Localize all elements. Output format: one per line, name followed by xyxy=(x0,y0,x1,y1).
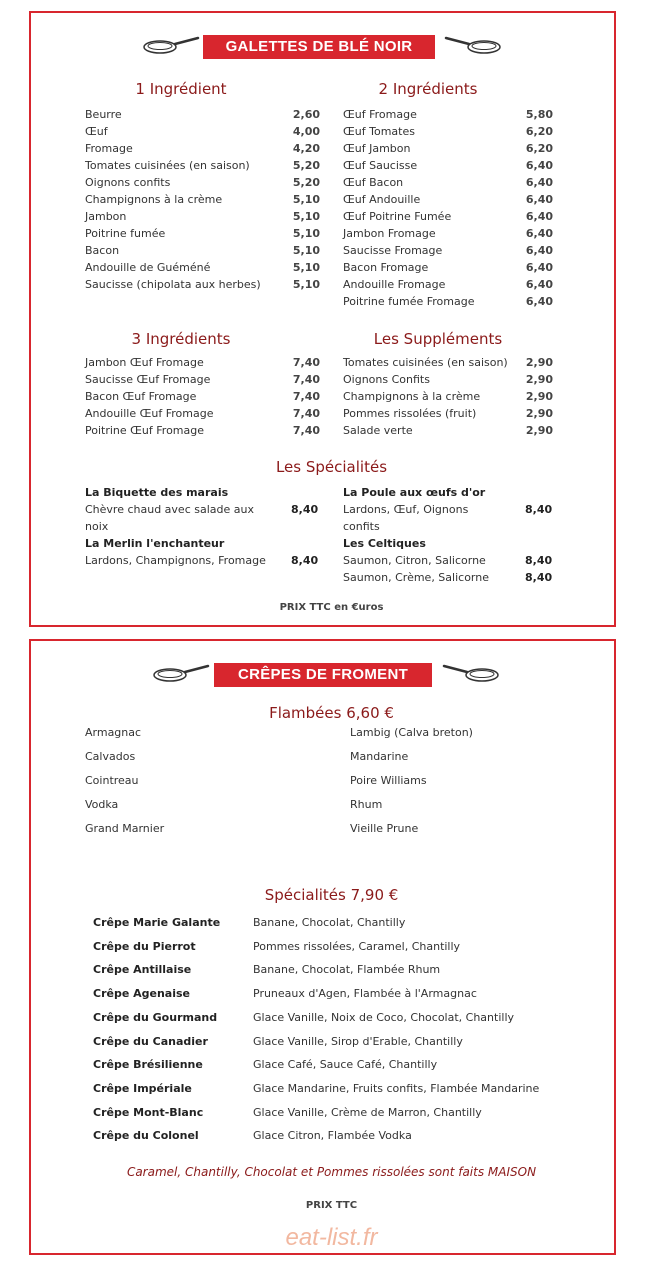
item-name: Bacon Œuf Fromage xyxy=(85,390,197,403)
flambee-item: Grand Marnier xyxy=(85,822,165,835)
item-name: Œuf Poitrine Fumée xyxy=(343,210,452,223)
flambee-item: Rhum xyxy=(350,798,383,811)
item-name: Jambon Fromage xyxy=(343,227,436,240)
merlin-desc: Lardons, Champignons, Fromage xyxy=(85,554,266,567)
item-name: Pommes rissolées (fruit) xyxy=(343,407,477,420)
poule-desc-2: confits xyxy=(343,520,380,533)
item-price: 6,40 xyxy=(525,227,553,240)
item-price: 7,40 xyxy=(292,373,320,386)
item-price: 2,90 xyxy=(525,407,553,420)
item-name: Saucisse Fromage xyxy=(343,244,443,257)
item-name: Salade verte xyxy=(343,424,413,437)
item-name: Œuf Tomates xyxy=(343,125,415,138)
heading-supplements: Les Suppléments xyxy=(373,330,503,348)
item-price: 5,10 xyxy=(292,261,320,274)
frying-pan-icon xyxy=(152,663,212,685)
flambee-item: Calvados xyxy=(85,750,136,763)
flambee-item: Armagnac xyxy=(85,726,142,739)
crepe-name: Crêpe Antillaise xyxy=(93,963,192,977)
crepes-banner: CRÊPES DE FROMENT xyxy=(214,663,432,687)
galettes-footer: PRIX TTC en €uros xyxy=(279,602,384,613)
heading-3-ingredients: 3 Ingrédients xyxy=(131,330,231,348)
heading-1-ingredient: 1 Ingrédient xyxy=(135,80,227,98)
item-price: 5,10 xyxy=(292,193,320,206)
item-price: 2,90 xyxy=(525,356,553,369)
item-price: 6,20 xyxy=(525,125,553,138)
item-price: 7,40 xyxy=(292,407,320,420)
celtiques-price-2: 8,40 xyxy=(525,571,553,584)
item-price: 6,40 xyxy=(525,193,553,206)
crepe-desc: Glace Citron, Flambée Vodka xyxy=(253,1129,412,1143)
merlin-price: 8,40 xyxy=(291,554,319,567)
item-price: 2,90 xyxy=(525,424,553,437)
crepe-desc: Pruneaux d'Agen, Flambée à l'Armagnac xyxy=(253,987,477,1001)
item-name: Poitrine Œuf Fromage xyxy=(85,424,205,437)
crepe-desc: Pommes rissolées, Caramel, Chantilly xyxy=(253,939,461,953)
crepe-desc: Glace Vanille, Sirop d'Erable, Chantilly xyxy=(253,1034,463,1048)
crepe-desc: Glace Vanille, Crème de Marron, Chantilly xyxy=(253,1105,482,1119)
frying-pan-icon xyxy=(442,35,502,57)
item-name: Andouille Œuf Fromage xyxy=(85,407,214,420)
item-name: Jambon Œuf Fromage xyxy=(85,356,204,369)
item-name: Oignons confits xyxy=(85,176,171,189)
merlin-title: La Merlin l'enchanteur xyxy=(85,537,225,550)
item-name: Saucisse (chipolata aux herbes) xyxy=(85,278,261,291)
crepe-name: Crêpe du Gourmand xyxy=(93,1010,218,1024)
celtiques-title: Les Celtiques xyxy=(343,537,426,550)
biquette-price: 8,40 xyxy=(291,503,319,516)
heading-specialites-crepes: Spécialités 7,90 € xyxy=(264,886,399,904)
biquette-desc-1: Chèvre chaud avec salade aux xyxy=(85,503,254,516)
item-price: 6,40 xyxy=(525,244,553,257)
poule-desc-1: Lardons, Œuf, Oignons xyxy=(343,503,469,516)
celtiques-desc-2: Saumon, Crème, Salicorne xyxy=(343,571,489,584)
item-price: 4,20 xyxy=(292,142,320,155)
item-price: 6,40 xyxy=(525,176,553,189)
item-name: Œuf Saucisse xyxy=(343,159,418,172)
watermark: eat-list.fr xyxy=(285,1224,378,1251)
crepe-name: Crêpe Mont-Blanc xyxy=(93,1105,204,1119)
item-price: 5,10 xyxy=(292,227,320,240)
crepe-desc: Glace Mandarine, Fruits confits, Flambée Mandarine xyxy=(253,1081,540,1095)
flambee-item: Mandarine xyxy=(350,750,409,763)
item-price: 6,20 xyxy=(525,142,553,155)
flambee-item: Lambig (Calva breton) xyxy=(350,726,473,739)
crepe-name: Crêpe Brésilienne xyxy=(93,1058,203,1072)
item-name: Œuf Jambon xyxy=(343,142,411,155)
flambee-item: Vodka xyxy=(85,798,119,811)
item-price: 5,10 xyxy=(292,278,320,291)
frying-pan-icon xyxy=(142,35,202,57)
flambee-item: Vieille Prune xyxy=(350,822,419,835)
item-name: Saucisse Œuf Fromage xyxy=(85,373,211,386)
maison-note: Caramel, Chantilly, Chocolat et Pommes rissolées sont faits MAISON xyxy=(126,1165,537,1179)
item-name: Œuf xyxy=(85,125,108,138)
item-name: Tomates cuisinées (en saison) xyxy=(343,356,508,369)
biquette-title: La Biquette des marais xyxy=(85,486,229,499)
item-name: Jambon xyxy=(85,210,127,223)
item-name: Bacon xyxy=(85,244,120,257)
item-name: Champignons à la crème xyxy=(85,193,223,206)
item-price: 4,00 xyxy=(292,125,320,138)
item-price: 6,40 xyxy=(525,210,553,223)
item-name: Tomates cuisinées (en saison) xyxy=(85,159,250,172)
poule-price: 8,40 xyxy=(525,503,553,516)
item-price: 6,40 xyxy=(525,261,553,274)
item-price: 5,80 xyxy=(525,108,553,121)
item-price: 2,90 xyxy=(525,373,553,386)
item-name: Andouille de Guéméné xyxy=(85,261,211,274)
galettes-banner: GALETTES DE BLÉ NOIR xyxy=(203,35,435,59)
item-name: Œuf Andouille xyxy=(343,193,421,206)
item-price: 7,40 xyxy=(292,356,320,369)
crepe-name: Crêpe du Pierrot xyxy=(93,939,196,953)
item-price: 6,40 xyxy=(525,159,553,172)
poule-title: La Poule aux œufs d'or xyxy=(343,486,486,499)
celtiques-price-1: 8,40 xyxy=(525,554,553,567)
crepe-name: Crêpe Marie Galante xyxy=(93,916,221,929)
heading-flambees: Flambées 6,60 € xyxy=(269,704,394,722)
item-name: Poitrine fumée xyxy=(85,227,166,240)
item-price: 5,10 xyxy=(292,210,320,223)
crepes-footer: PRIX TTC xyxy=(305,1200,358,1211)
item-name: Bacon Fromage xyxy=(343,261,429,274)
item-price: 7,40 xyxy=(292,424,320,437)
crepe-name: Crêpe du Colonel xyxy=(93,1129,199,1143)
item-price: 6,40 xyxy=(525,295,553,308)
biquette-desc-2: noix xyxy=(85,520,109,533)
item-name: Fromage xyxy=(85,142,133,155)
flambee-item: Cointreau xyxy=(85,774,139,787)
item-name: Champignons à la crème xyxy=(343,390,481,403)
crepe-name: Crêpe Impériale xyxy=(93,1081,192,1095)
item-name: Beurre xyxy=(85,108,122,121)
celtiques-desc-1: Saumon, Citron, Salicorne xyxy=(343,554,486,567)
crepe-name: Crêpe Agenaise xyxy=(93,987,191,1001)
item-name: Œuf Fromage xyxy=(343,108,417,121)
crepe-desc: Glace Café, Sauce Café, Chantilly xyxy=(253,1058,438,1072)
item-price: 2,90 xyxy=(525,390,553,403)
flambee-item: Poire Williams xyxy=(350,774,427,787)
crepe-desc: Banane, Chocolat, Flambée Rhum xyxy=(253,963,441,977)
item-price: 2,60 xyxy=(292,108,320,121)
item-name: Andouille Fromage xyxy=(343,278,446,291)
crepe-desc: Banane, Chocolat, Chantilly xyxy=(253,916,406,929)
heading-2-ingredients: 2 Ingrédients xyxy=(378,80,478,98)
frying-pan-icon xyxy=(440,663,500,685)
item-name: Œuf Bacon xyxy=(343,176,404,189)
item-price: 5,20 xyxy=(292,159,320,172)
item-name: Oignons Confits xyxy=(343,373,430,386)
item-price: 5,10 xyxy=(292,244,320,257)
heading-specialites: Les Spécialités xyxy=(275,458,388,476)
item-name: Poitrine fumée Fromage xyxy=(343,295,475,308)
crepe-desc: Glace Vanille, Noix de Coco, Chocolat, Chantilly xyxy=(253,1010,515,1024)
crepe-name: Crêpe du Canadier xyxy=(93,1034,208,1048)
item-price: 5,20 xyxy=(292,176,320,189)
item-price: 6,40 xyxy=(525,278,553,291)
item-price: 7,40 xyxy=(292,390,320,403)
